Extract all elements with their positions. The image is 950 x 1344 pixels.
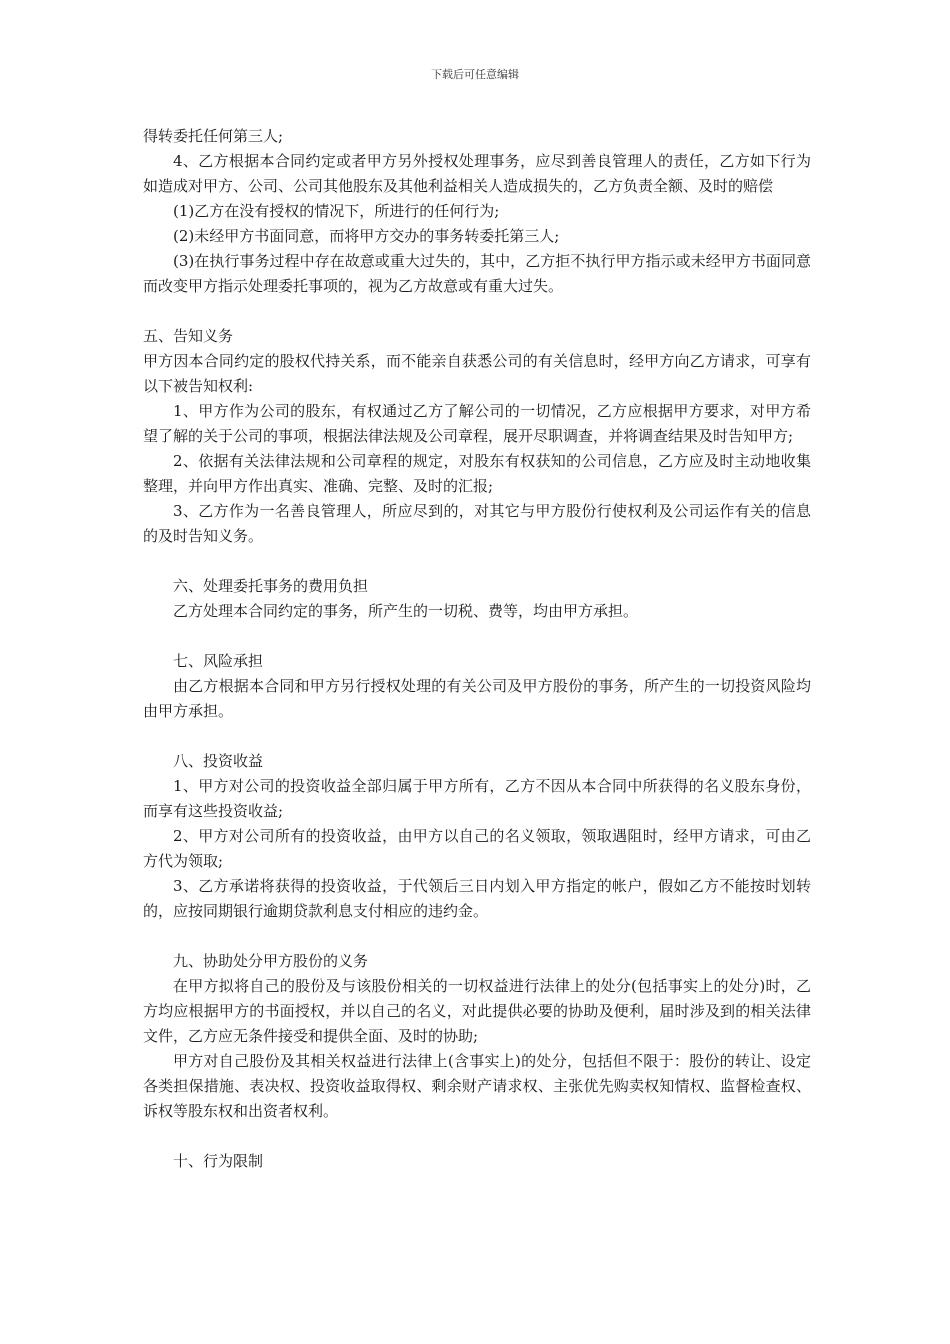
paragraph: 甲方因本合同约定的股权代持关系，而不能亲自获悉公司的有关信息时，经甲方向乙方请求，可享有以下被告知权利: [143,352,811,395]
paragraph: (1)乙方在没有授权的情况下，所进行的任何行为; [173,202,500,220]
paragraph: 五、告知义务 [143,327,234,345]
paragraph: 2、依据有关法律法规和公司章程的规定，对股东有权获知的公司信息，乙方应及时主动地收集整理，并向甲方作出真实、准确、完整、及时的汇报; [143,452,811,495]
paragraph-spacer [143,924,811,949]
paragraph: 在甲方拟将自己的股份及与该股份相关的一切权益进行法律上的处分(包括事实上的处分)时，乙方均应根据甲方的书面授权，并以自己的名义，对此提供必要的协助及便利，届时涉及到的相关法律文件，乙方应无条件接受和提供全面、及时的协助; [143,977,811,1045]
paragraph: 2、甲方对公司所有的投资收益，由甲方以自己的名义领取，领取遇阻时，经甲方请求，可由乙方代为领取; [143,827,811,870]
paragraph: 十、行为限制 [173,1152,264,1170]
paragraph: 1、甲方对公司的投资收益全部归属于甲方所有，乙方不因从本合同中所获得的名义股东身份，而享有这些投资收益; [143,777,811,820]
paragraph-spacer [143,624,811,649]
document-body [143,124,811,1174]
paragraph-spacer [143,549,811,574]
paragraph: 六、处理委托事务的费用负担 [173,577,369,595]
paragraph: 甲方对自己股份及其相关权益进行法律上(含事实上)的处分，包括但不限于：股份的转让、设定各类担保措施、表决权、投资收益取得权、剩余财产请求权、主张优先购卖权知情权、监督检查权、诉权等股东权和出资者权利。 [143,1052,811,1120]
paragraph: 3、乙方承诺将获得的投资收益，于代领后三日内划入甲方指定的帐户，假如乙方不能按时划转的，应按同期银行逾期贷款利息支付相应的违约金。 [143,877,811,920]
paragraph: 八、投资收益 [173,752,264,770]
paragraph: 由乙方根据本合同和甲方另行授权处理的有关公司及甲方股份的事务，所产生的一切投资风险均由甲方承担。 [143,677,811,720]
paragraph-spacer [143,299,811,324]
page-header: 下载后可任意编辑 [431,68,519,81]
paragraph: (2)未经甲方书面同意，而将甲方交办的事务转委托第三人; [173,227,560,245]
paragraph: 1、甲方作为公司的股东，有权通过乙方了解公司的一切情况，乙方应根据甲方要求，对甲方希望了解的关于公司的事项，根据法律法规及公司章程，展开尽职调查，并将调查结果及时告知甲方; [143,402,811,445]
paragraph: 乙方处理本合同约定的事务，所产生的一切税、费等，均由甲方承担。 [173,602,639,620]
paragraph: 4、乙方根据本合同约定或者甲方另外授权处理事务，应尽到善良管理人的责任，乙方如下行为如造成对甲方、公司、公司其他股东及其他利益相关人造成损失的，乙方负责全额、及时的赔偿 [143,152,811,195]
paragraph: 九、协助处分甲方股份的义务 [173,952,369,970]
paragraph: 得转委托任何第三人; [143,127,284,145]
paragraph: 七、风险承担 [173,652,264,670]
paragraph-spacer [143,1124,811,1149]
paragraph: 3、乙方作为一名善良管理人，所应尽到的，对其它与甲方股份行使权利及公司运作有关的信息的及时告知义务。 [143,502,811,545]
paragraph: (3)在执行事务过程中存在故意或重大过失的，其中，乙方拒不执行甲方指示或未经甲方书面同意而改变甲方指示处理委托事项的，视为乙方故意或有重大过失。 [143,252,811,295]
paragraph-spacer [143,724,811,749]
